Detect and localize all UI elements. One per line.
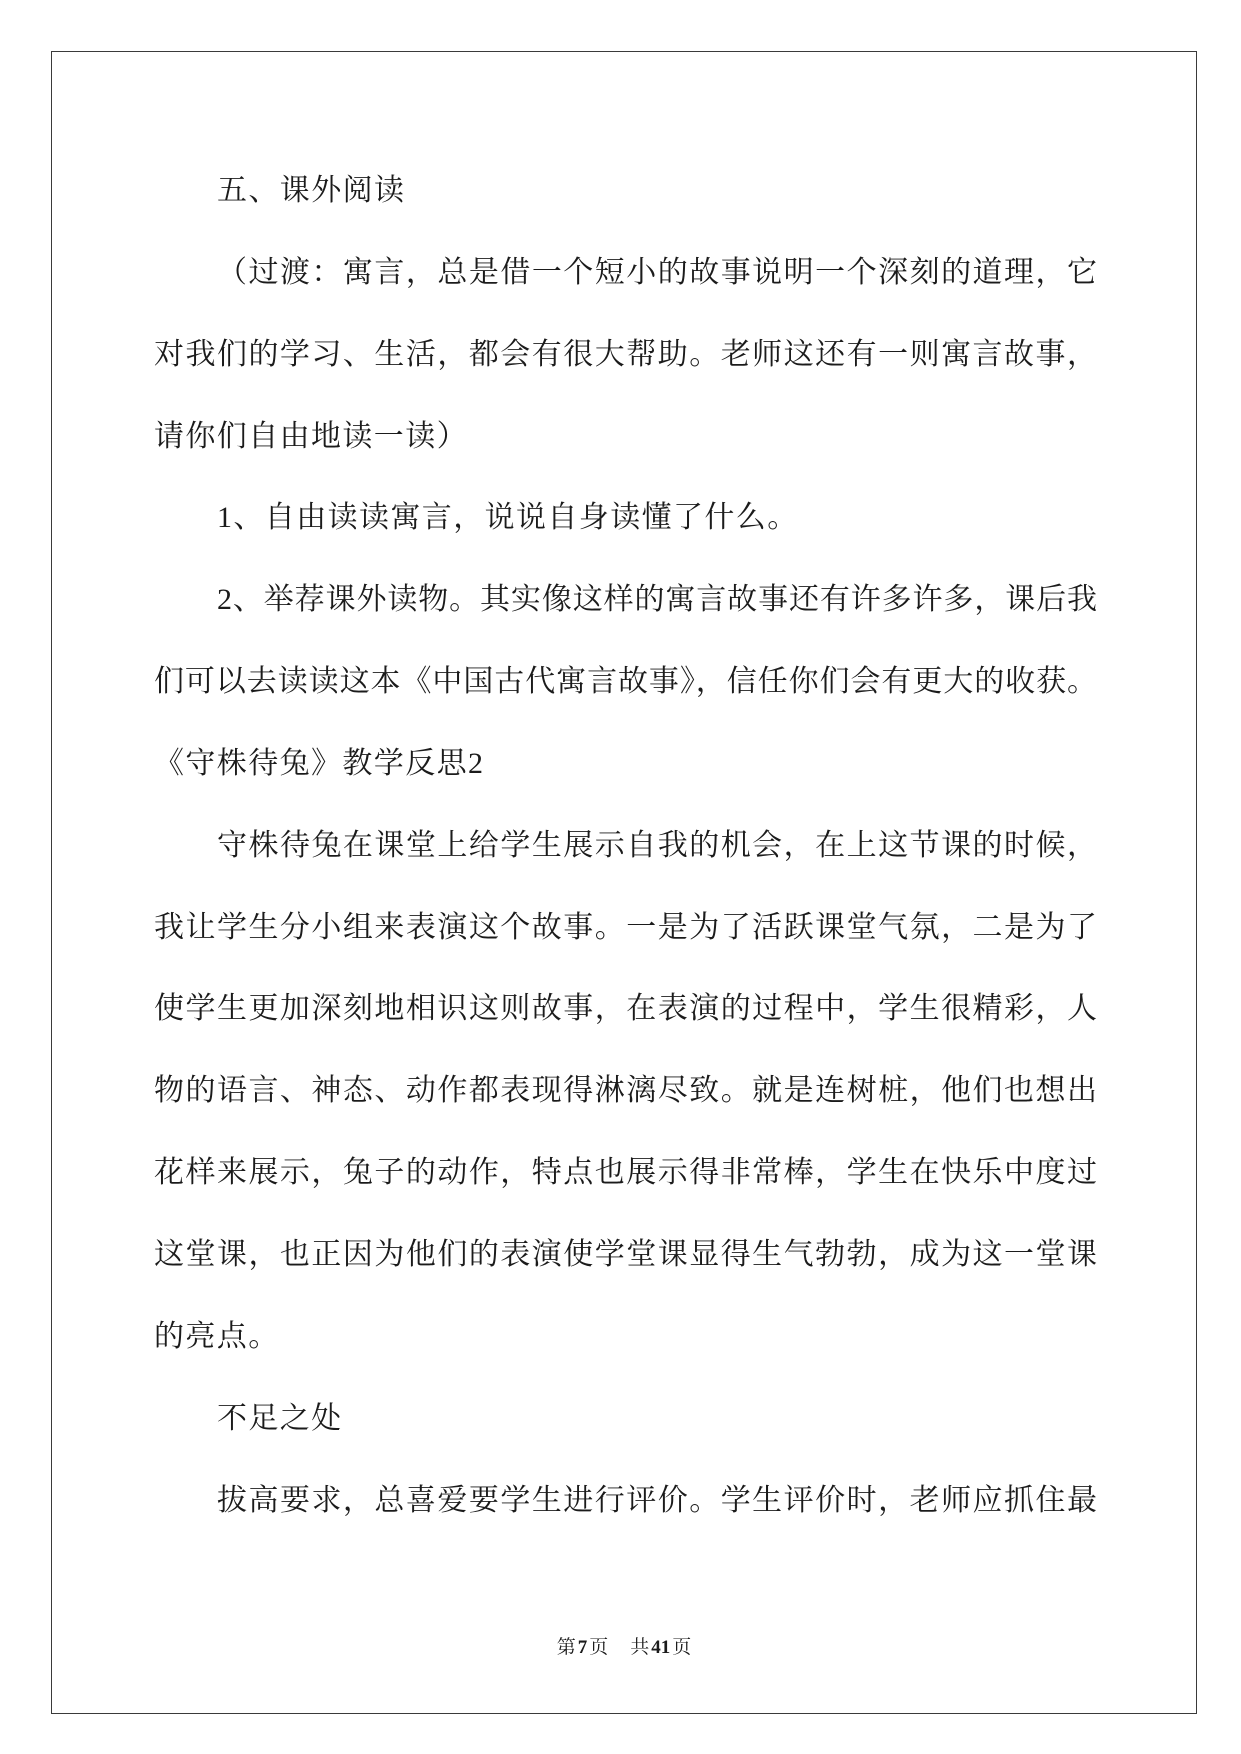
page-prefix: 第 [556,1637,576,1658]
body-text-line: 这堂课，也正因为他们的表演使学堂课显得生气勃勃，成为这一堂课 [154,1237,1097,1271]
body-text-line: 物的语言、神态、动作都表现得淋漓尽致。就是连树桩，他们也想出 [154,1074,1097,1108]
subheading: 不足之处 [217,1401,343,1435]
body-text-line: 请你们自由地读一读） [154,419,468,453]
body-text-line: 使学生更加深刻地相识这则故事，在表演的过程中，学生很精彩，人 [154,992,1097,1026]
page-footer [51,1633,1197,1663]
total-prefix: 共 [630,1637,650,1658]
page-suffix: 页 [589,1637,609,1658]
document-body [154,150,1097,1541]
body-text-line: 守株待兔在课堂上给学生展示自我的机会，在上这节课的时候， [217,828,1097,862]
total-pages-number: 41 [651,1637,671,1658]
current-page-number: 7 [577,1637,588,1658]
page-suffix: 页 [672,1637,692,1658]
list-item: 1、自由读读寓言，说说自身读懂了什么。 [217,501,799,535]
body-text-line: 花样来展示，兔子的动作，特点也展示得非常棒，学生在快乐中度过 [154,1156,1097,1190]
section-heading: 五、课外阅读 [217,174,406,207]
body-text-line: 的亮点。 [154,1319,280,1353]
body-text-line: （过渡：寓言，总是借一个短小的故事说明一个深刻的道理，它 [217,255,1097,289]
body-text-line: 拔高要求，总喜爱要学生进行评价。学生评价时，老师应抓住最 [217,1483,1097,1517]
body-text-line: 们可以去读读这本《中国古代寓言故事》，信任你们会有更大的收获。 [154,665,1097,699]
body-text-line: 对我们的学习、生活，都会有很大帮助。老师这还有一则寓言故事， [154,337,1097,371]
body-text-line: 我让学生分小组来表演这个故事。一是为了活跃课堂气氛，二是为了 [154,910,1097,944]
list-item: 2、举荐课外读物。其实像这样的寓言故事还有许多许多，课后我 [217,583,1097,617]
document-title: 《守株待兔》教学反思2 [154,746,485,780]
